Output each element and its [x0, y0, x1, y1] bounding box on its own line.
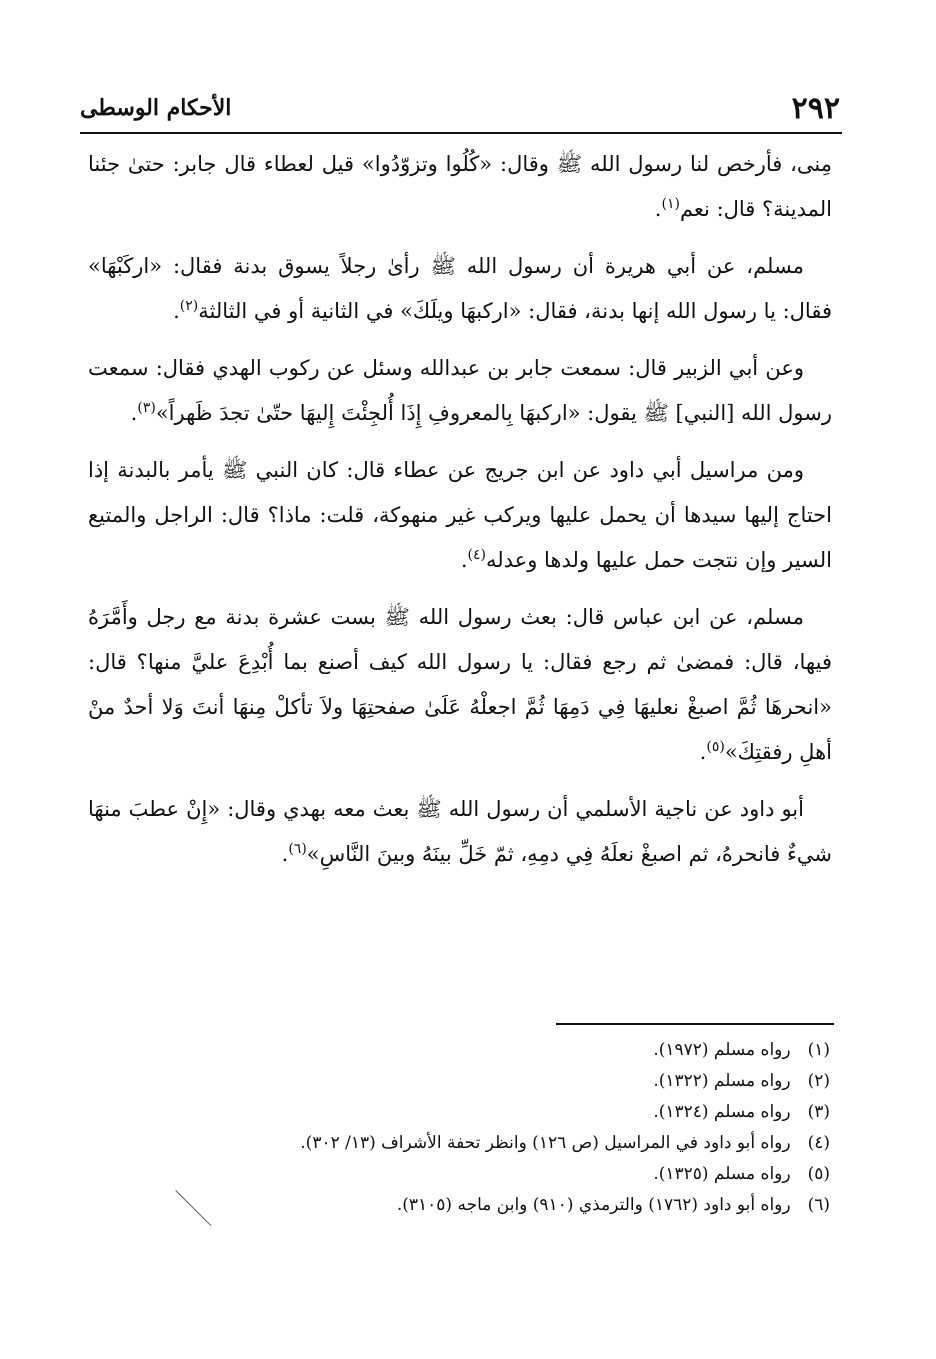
- page-header: [80, 88, 840, 128]
- footnote-reference: (٣): [137, 400, 156, 416]
- paragraph: ومن مراسيل أبي داود عن ابن جريج عن عطاء قال: كان النبي ﷺ يأمر بالبدنة إذا احتاج إليها سيدها أن يحمل عليها ويركب غير منهوكة، قلت: ماذا؟ قال: الراجل والمتيع السير وإن نتجت حمل عليها ولدها وعدله$^{(٤)}$.: [88, 458, 832, 572]
- footnote-number: (٦): [807, 1195, 830, 1215]
- footnote-text: رواه أبو داود (١٧٦٢) والترمذي (٩١٠) وابن ماجه (٣١٠٥).: [396, 1195, 791, 1215]
- paragraph-text: مِنى، فأرخص لنا رسول الله ﷺ وقال: «كُلُوا وتزوّدُوا» قيل لعطاء قال جابر: حتىٰ جئنا المدينة؟ قال: نعم: [88, 152, 832, 221]
- paragraph-text: مسلم، عن أبي هريرة أن رسول الله ﷺ رأىٰ رجلاً يسوق بدنة فقال: «اركَبْهَا» فقال: يا رسول الله إنها بدنة، فقال: «اركبهَا ويلَكَ» في الثانية أو في الثالثة: [88, 254, 832, 323]
- footnote: [150, 1159, 830, 1190]
- paragraph-text: وعن أبي الزبير قال: سمعت جابر بن عبدالله وسئل عن ركوب الهدي فقال: سمعت رسول الله [النبي] ﷺ يقول: «اركبهَا بِالمعروفِ إِذَا أُلجِئْتَ إِليهَا حتّىٰ تجدَ ظَهراً»: [88, 356, 832, 425]
- footnote-number: (٢): [807, 1071, 830, 1091]
- footnote-reference: (٤): [467, 547, 486, 563]
- footnote-reference: (٦): [288, 841, 307, 857]
- paragraph-text: مسلم، عن ابن عباس قال: بعث رسول الله ﷺ بست عشرة بدنة مع رجل وأَمَّرَهُ فيها، قال: فمضىٰ ثم رجع فقال: يا رسول الله كيف أصنع بما أُبْدِعَ عليَّ منها؟ قال: «انحرهَا ثُمَّ اصبغْ نعليهَا فِي دَمِهَا ثُمَّ اجعلْهُ عَلَىٰ صفحتِهَا ولاَ تأكلْ مِنهَا أنتَ وَلا أحدٌ منْ أهلِ رفقتِكَ»: [88, 605, 832, 764]
- footnote: [150, 1190, 830, 1221]
- footnote-reference: (٥): [706, 739, 725, 755]
- footnote: [150, 1035, 830, 1066]
- paragraph: وعن أبي الزبير قال: سمعت جابر بن عبدالله وسئل عن ركوب الهدي فقال: سمعت رسول الله [النبي] ﷺ يقول: «اركبهَا بِالمعروفِ إِذَا أُلجِئْتَ إِليهَا حتّىٰ تجدَ ظَهراً»$^{(٣)}$.: [88, 356, 832, 425]
- paragraph-text: ومن مراسيل أبي داود عن ابن جريج عن عطاء قال: كان النبي ﷺ يأمر بالبدنة إذا احتاج إليها سيدها أن يحمل عليها ويركب غير منهوكة، قلت: ماذا؟ قال: الراجل والمتيع السير وإن نتجت حمل عليها ولدها وعدله: [88, 458, 832, 572]
- main-text: [88, 142, 832, 889]
- footnote-number: (٤): [807, 1133, 830, 1153]
- footnote-text: رواه مسلم (١٩٧٢).: [653, 1040, 791, 1060]
- footnote-reference: (١): [661, 196, 680, 212]
- running-title: الأحكام الوسطى: [80, 95, 232, 121]
- footnote-text: رواه مسلم (١٣٢٥).: [653, 1164, 791, 1184]
- footnote: [150, 1128, 830, 1159]
- footnote-separator: [556, 1023, 834, 1025]
- footnote-text: رواه أبو داود في المراسيل (ص ١٢٦) وانظر تحفة الأشراف (١٣/ ٣٠٢).: [300, 1133, 791, 1153]
- footnote-text: رواه مسلم (١٣٢٢).: [653, 1071, 791, 1091]
- footnote-number: (٥): [807, 1164, 830, 1184]
- paragraph: مسلم، عن ابن عباس قال: بعث رسول الله ﷺ بست عشرة بدنة مع رجل وأَمَّرَهُ فيها، قال: فمضىٰ ثم رجع فقال: يا رسول الله كيف أصنع بما أُبْدِعَ عليَّ منها؟ قال: «انحرهَا ثُمَّ اصبغْ نعليهَا فِي دَمِهَا ثُمَّ اجعلْهُ عَلَىٰ صفحتِهَا ولاَ تأكلْ مِنهَا أنتَ وَلا أحدٌ منْ أهلِ رفقتِكَ»$^{(٥)}$.: [88, 605, 832, 764]
- footnote-number: (١): [807, 1040, 830, 1060]
- paragraph: مِنى، فأرخص لنا رسول الله ﷺ وقال: «كُلُوا وتزوّدُوا» قيل لعطاء قال جابر: حتىٰ جئنا المدينة؟ قال: نعم$^{(١)}$.: [88, 152, 832, 221]
- page-number: ٢٩٢: [791, 90, 840, 126]
- footnote-number: (٣): [807, 1102, 830, 1122]
- paragraph-text: أبو داود عن ناجية الأسلمي أن رسول الله ﷺ بعث معه بهدي وقال: «إِنْ عطبَ منهَا شيءٌ فانحرهُ، ثم اصبغْ نعلَهُ فِي دمِهِ، ثمّ خَلِّ بينَهُ وبينَ النَّاسِ»: [88, 797, 832, 866]
- footnotes: [150, 1035, 830, 1221]
- footnote-text: رواه مسلم (١٣٢٤).: [653, 1102, 791, 1122]
- footnote: [150, 1066, 830, 1097]
- footnote-reference: (٢): [179, 298, 199, 314]
- header-rule: [80, 132, 842, 134]
- footnote: [150, 1097, 830, 1128]
- paragraph: مسلم، عن أبي هريرة أن رسول الله ﷺ رأىٰ رجلاً يسوق بدنة فقال: «اركَبْهَا» فقال: يا رسول الله إنها بدنة، فقال: «اركبهَا ويلَكَ» في الثانية أو في الثالثة$^{(٢)}$.: [88, 254, 832, 323]
- paragraph: أبو داود عن ناجية الأسلمي أن رسول الله ﷺ بعث معه بهدي وقال: «إِنْ عطبَ منهَا شيءٌ فانحرهُ، ثم اصبغْ نعلَهُ فِي دمِهِ، ثمّ خَلِّ بينَهُ وبينَ النَّاسِ»$^{(٦)}$.: [88, 797, 832, 866]
